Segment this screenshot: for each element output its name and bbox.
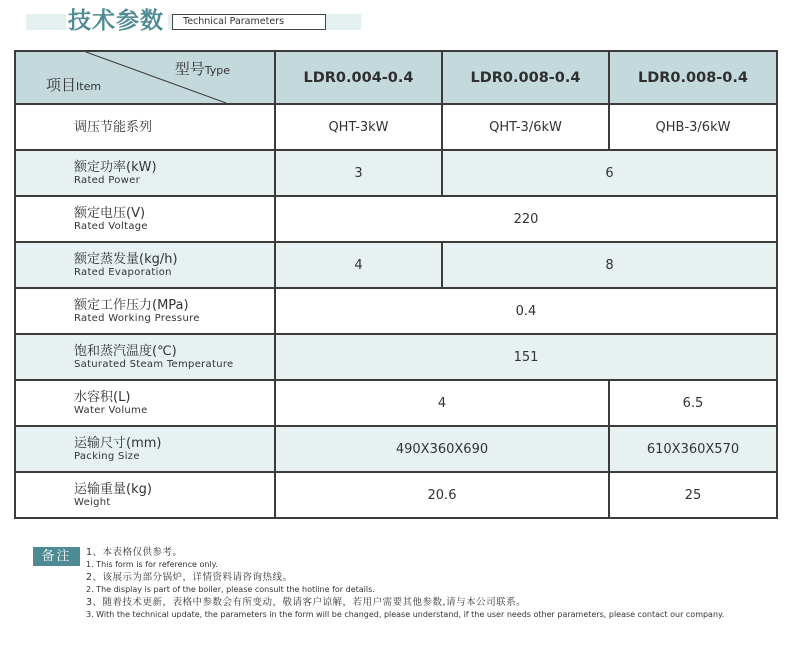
table-row xyxy=(15,380,777,426)
row-label: 额定电压(V) Rated Voltage xyxy=(15,196,275,242)
table-row xyxy=(15,150,777,196)
cell-value: QHB-3/6kW xyxy=(609,104,777,150)
model-header: LDR0.004-0.4 xyxy=(275,51,442,104)
table-row xyxy=(15,196,777,242)
cell-value: 490X360X690 xyxy=(275,426,609,472)
cell-value: 151 xyxy=(275,334,777,380)
table-row xyxy=(15,426,777,472)
note-cn: 2、该展示为部分锅炉，详情资料请咨询热线。 xyxy=(86,572,293,583)
row-label: 水容积(L) Water Volume xyxy=(15,380,275,426)
cell-value: 6.5 xyxy=(609,380,777,426)
model-header: LDR0.008-0.4 xyxy=(609,51,777,104)
cell-value: 3 xyxy=(275,150,442,196)
model-header: LDR0.008-0.4 xyxy=(442,51,609,104)
cell-value: 4 xyxy=(275,242,442,288)
table-row xyxy=(15,104,777,150)
note-en: 1. This form is for reference only. xyxy=(86,560,218,569)
row-label: 饱和蒸汽温度(℃) Saturated Steam Temperature xyxy=(15,334,275,380)
note-cn: 1、本表格仅供参考。 xyxy=(86,547,183,558)
technical-parameters-table xyxy=(14,50,778,519)
row-label: 调压节能系列 xyxy=(15,104,275,150)
note-en: 2. The display is part of the boiler, please consult the hotline for details. xyxy=(86,585,375,594)
page-title: 技术参数 xyxy=(66,6,168,36)
table-header-row xyxy=(15,51,777,104)
table-row xyxy=(15,472,777,518)
table-row xyxy=(15,242,777,288)
cell-value: 8 xyxy=(442,242,777,288)
corner-header-cell xyxy=(15,51,275,104)
item-header: 项目Item xyxy=(46,76,102,94)
cell-value: QHT-3/6kW xyxy=(442,104,609,150)
table-row xyxy=(15,334,777,380)
notes-badge: 备注 xyxy=(33,547,80,566)
cell-value: 25 xyxy=(609,472,777,518)
cell-value: 220 xyxy=(275,196,777,242)
cell-value: QHT-3kW xyxy=(275,104,442,150)
cell-value: 0.4 xyxy=(275,288,777,334)
row-label: 额定工作压力(MPa) Rated Working Pressure xyxy=(15,288,275,334)
table-row xyxy=(15,288,777,334)
row-label: 运输尺寸(mm) Packing Size xyxy=(15,426,275,472)
note-en: 3. With the technical update, the parameters in the form will be changed, please understand, if the user needs other parameters, please contact our company. xyxy=(86,610,725,619)
row-label: 额定蒸发量(kg/h) Rated Evaporation xyxy=(15,242,275,288)
cell-value: 6 xyxy=(442,150,777,196)
notes-list xyxy=(86,546,786,621)
row-label: 额定功率(kW) Rated Power xyxy=(15,150,275,196)
row-label: 运输重量(kg) Weight xyxy=(15,472,275,518)
cell-value: 4 xyxy=(275,380,609,426)
page-subtitle: Technical Parameters xyxy=(172,14,326,30)
note-cn: 3、随着技术更新，表格中参数会有所变动，敬请客户谅解，若用户需要其他参数,请与本公司联系。 xyxy=(86,597,527,608)
cell-value: 20.6 xyxy=(275,472,609,518)
cell-value: 610X360X570 xyxy=(609,426,777,472)
type-header: 型号Type xyxy=(174,60,230,78)
